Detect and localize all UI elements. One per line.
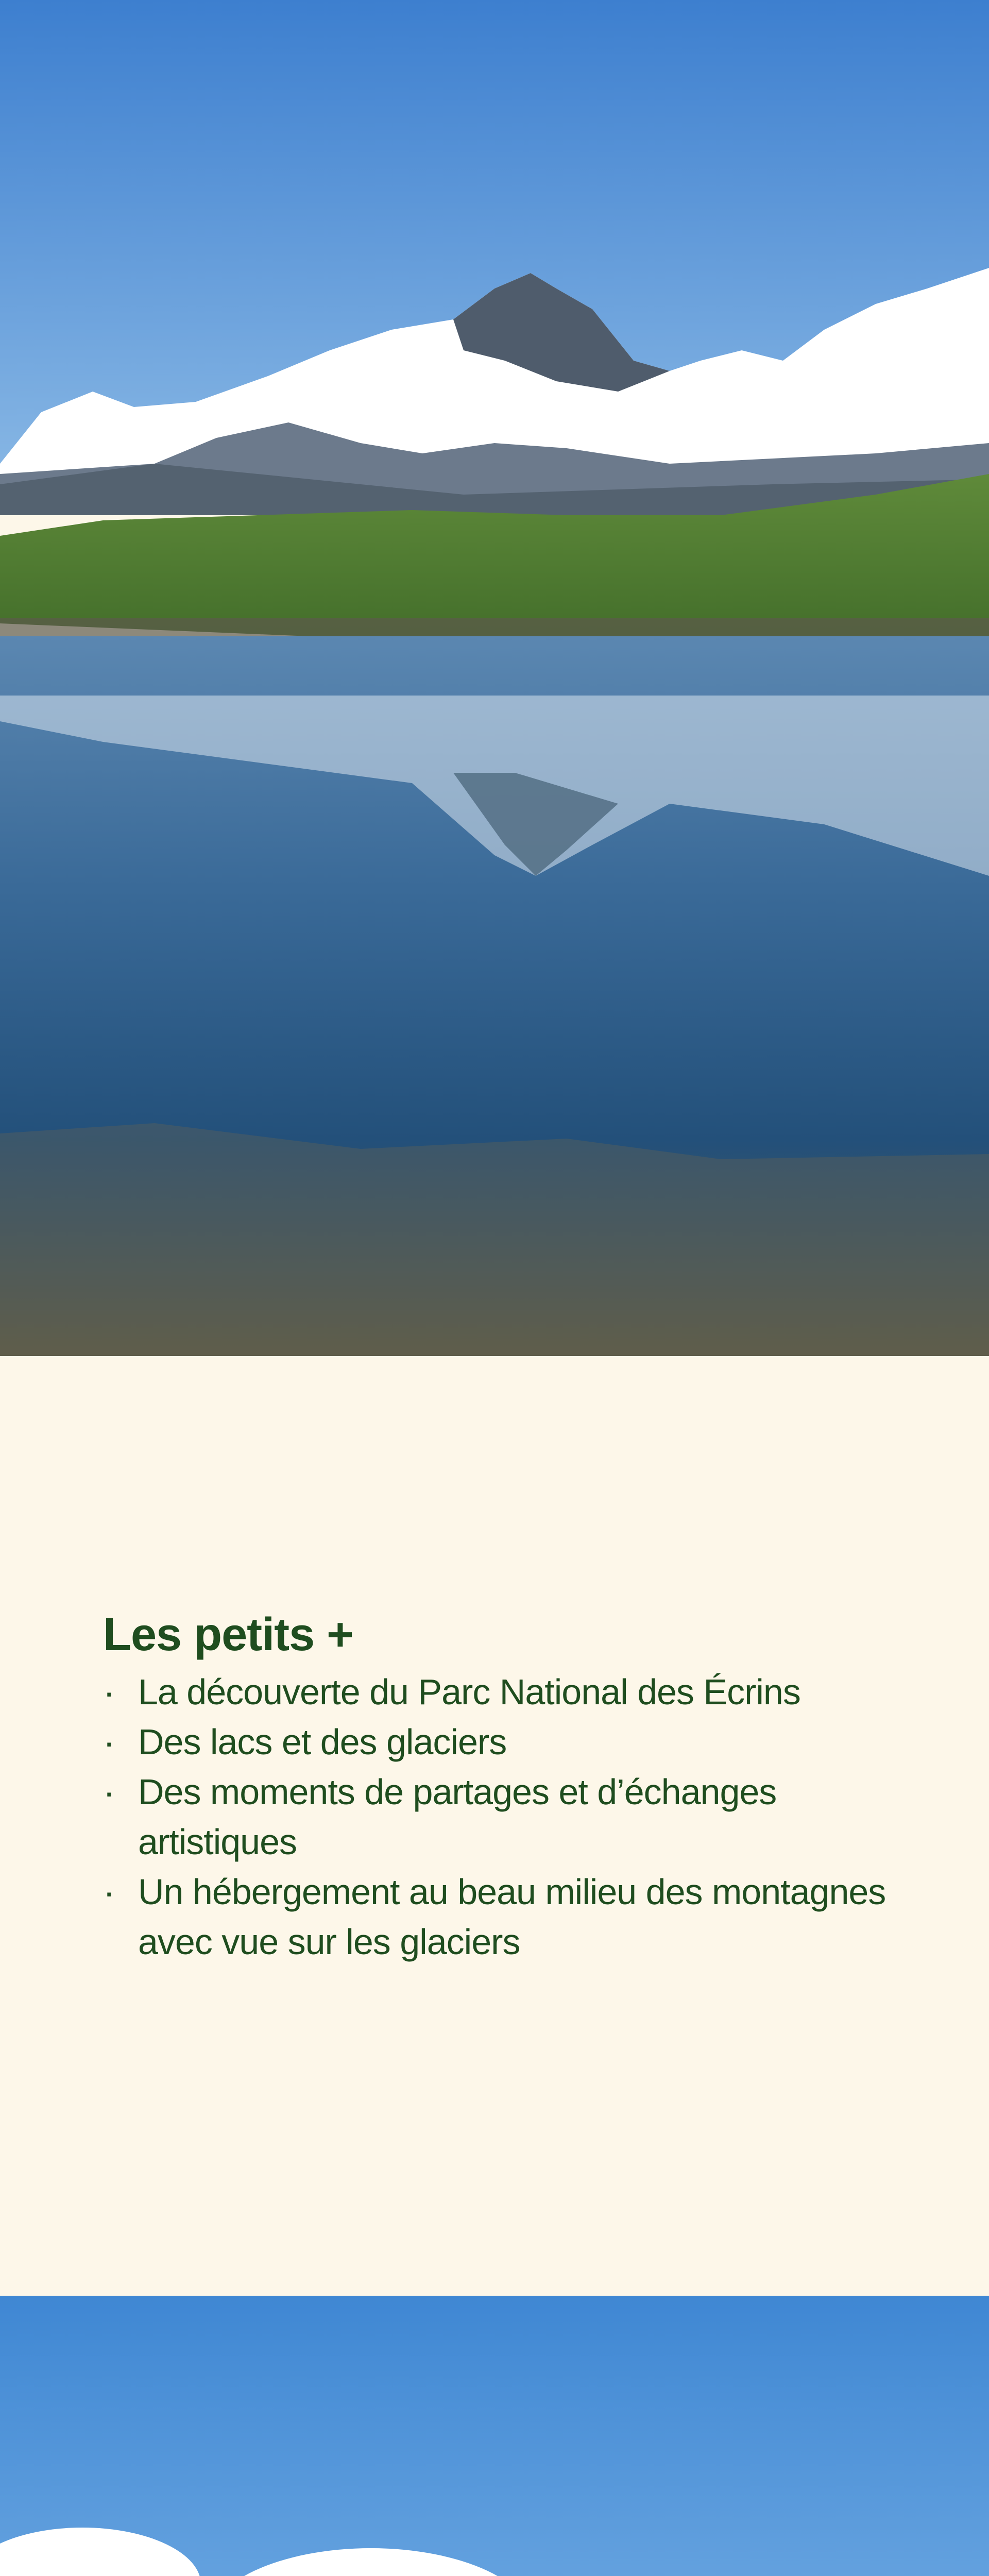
bullet-icon: ·	[103, 1672, 115, 1712]
bullet-icon: ·	[103, 1722, 115, 1762]
list-item	[103, 1867, 937, 1967]
list-item	[103, 1767, 937, 1867]
section-heading: Les petits +	[103, 1609, 353, 1660]
bullet-icon: ·	[103, 1872, 115, 1912]
list-item-text: Des moments de partages et d’échanges artistiques	[138, 1772, 777, 1862]
list-item-text: La découverte du Parc National des Écrins	[138, 1672, 800, 1712]
bullet-icon: ·	[103, 1772, 115, 1812]
list-item	[103, 1717, 937, 1767]
list-item-text: Des lacs et des glaciers	[138, 1722, 507, 1762]
list-item	[103, 1667, 937, 1717]
photo-mountain-valley	[0, 2296, 989, 2576]
perks-list	[103, 1667, 937, 1967]
mountain-valley-image	[0, 2296, 989, 2576]
list-item-text: Un hébergement au beau milieu des montagnes avec vue sur les glaciers	[138, 1872, 886, 1962]
